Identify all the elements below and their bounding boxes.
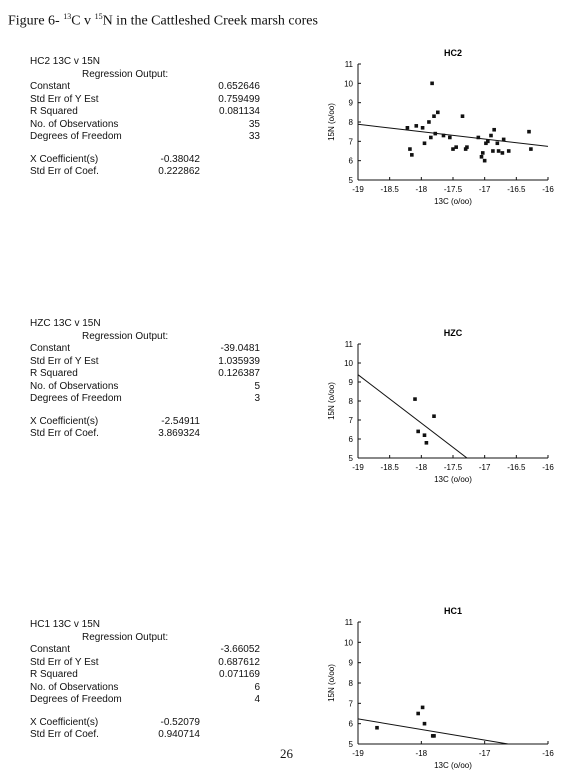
stats-row: [30, 393, 260, 406]
x-axis-label: 13C (o/oo): [434, 761, 472, 770]
x-tick-label: -17: [478, 185, 491, 194]
data-point: [423, 141, 427, 145]
data-point: [432, 114, 436, 118]
stats-value: -2.54911: [161, 415, 200, 427]
x-tick-label: -18.5: [380, 185, 399, 194]
stats-row: [30, 694, 260, 707]
x-tick-label: -18: [415, 749, 428, 758]
scatter-chart-hc2: [318, 40, 568, 220]
data-point: [486, 140, 490, 144]
stats-label: Std Err of Y Est: [30, 656, 99, 668]
chart-title: HC1: [443, 606, 463, 616]
stats-row: [30, 131, 260, 144]
data-point: [410, 153, 414, 157]
data-point: [423, 433, 427, 437]
data-point: [480, 155, 484, 159]
stats-label: X Coefficient(s): [30, 153, 99, 165]
regression-line: [358, 124, 548, 146]
coef-row: [30, 717, 200, 730]
x-tick-label: -18: [415, 185, 428, 194]
stats-value: 0.071169: [219, 669, 260, 680]
figure-title: [8, 12, 318, 30]
stats-value: 0.081134: [219, 106, 260, 117]
stats-label: Std Err of Y Est: [30, 93, 99, 105]
y-tick-label: 5: [348, 454, 353, 463]
data-point: [430, 82, 434, 86]
coef-row: [30, 428, 200, 441]
stats-label: Degrees of Freedom: [30, 393, 122, 404]
y-tick-label: 6: [348, 719, 353, 729]
stats-row: [30, 368, 260, 381]
data-point: [454, 145, 458, 149]
data-point: [451, 147, 455, 151]
stats-row: [30, 343, 260, 356]
data-point: [442, 134, 446, 138]
data-point: [406, 126, 410, 130]
stats-row: [30, 119, 260, 132]
stats-value: -0.38042: [160, 153, 200, 165]
stats-value: -39.0481: [220, 343, 260, 354]
regression-output-hc1: [30, 619, 260, 742]
x-tick-label: -17: [478, 463, 491, 472]
data-point: [497, 149, 501, 153]
stats-label: R Squared: [30, 669, 78, 680]
stats-label: No. of Observations: [30, 380, 119, 392]
stats-value: 0.222862: [158, 166, 200, 177]
stats-row: [30, 356, 260, 369]
y-tick-label: 9: [348, 658, 353, 668]
data-point: [436, 111, 440, 115]
y-tick-label: 8: [348, 118, 353, 127]
stats-label: Constant: [30, 644, 71, 655]
y-tick-label: 5: [348, 740, 353, 749]
data-point: [489, 134, 493, 138]
data-point: [432, 414, 436, 418]
scatter-chart-hc1: [318, 592, 568, 772]
x-tick-label: -19: [352, 749, 364, 758]
y-tick-label: 6: [348, 156, 353, 166]
stats-row: [30, 669, 260, 682]
x-tick-label: -16: [542, 463, 554, 472]
coef-row: [30, 416, 200, 429]
y-tick-label: 8: [348, 397, 353, 406]
y-tick-label: 7: [348, 699, 353, 709]
stats-row: [30, 106, 260, 119]
y-tick-label: 11: [344, 340, 353, 349]
stats-value: 0.126387: [218, 368, 260, 379]
data-point: [433, 132, 437, 136]
regression-output-hc2: [30, 56, 260, 179]
stats-label: R Squared: [30, 106, 78, 117]
stats-label: X Coefficient(s): [30, 415, 99, 427]
data-point: [529, 147, 533, 151]
chart-title: HZC: [443, 328, 463, 338]
scatter-chart-hzc: [318, 322, 568, 494]
data-point: [425, 441, 429, 445]
figure-title-rest: N in the Cattleshed Creek marsh cores: [102, 13, 318, 29]
y-tick-label: 11: [344, 60, 353, 69]
data-point: [413, 397, 417, 401]
x-tick-label: -16: [542, 185, 554, 194]
stats-label: Constant: [30, 343, 71, 354]
data-point: [492, 128, 496, 132]
data-point: [448, 136, 452, 140]
regression-line: [358, 719, 548, 751]
stats-label: R Squared: [30, 368, 78, 379]
stats-row: [30, 381, 260, 394]
data-point: [423, 722, 427, 726]
stats-value: 3.869324: [158, 428, 200, 439]
stats-label: Std Err of Coef.: [30, 428, 99, 439]
stats-label: No. of Observations: [30, 118, 119, 130]
data-point: [414, 124, 418, 128]
data-point: [527, 130, 531, 134]
data-point: [483, 159, 487, 163]
stats-value: -3.66052: [220, 644, 260, 655]
y-axis-label: 15N (o/oo): [327, 382, 336, 420]
x-tick-label: -19: [352, 185, 364, 194]
data-point: [432, 734, 436, 738]
figure-title-prefix: Figure 6-: [8, 13, 64, 29]
stats-value: 0.652646: [218, 81, 260, 92]
data-point: [507, 149, 511, 153]
x-tick-label: -16: [542, 749, 554, 758]
coef-row: [30, 729, 200, 742]
y-axis-label: 15N (o/oo): [327, 664, 336, 702]
x-tick-label: -19: [352, 463, 364, 472]
stats-row: [30, 644, 260, 657]
y-tick-label: 6: [348, 435, 353, 444]
x-axis-label: 13C (o/oo): [434, 475, 472, 484]
x-tick-label: -17: [478, 749, 491, 758]
figure-title-mid: C v: [71, 13, 95, 29]
data-point: [461, 114, 465, 118]
stats-row: [30, 657, 260, 670]
stats-label: Std Err of Y Est: [30, 355, 99, 367]
y-tick-label: 5: [348, 176, 353, 185]
data-point: [491, 149, 495, 153]
stats-value: 0.759499: [218, 93, 260, 105]
y-axis-label: 15N (o/oo): [327, 103, 336, 141]
data-point: [375, 726, 379, 730]
stats-subheading: Regression Output:: [82, 330, 169, 342]
page-number: 26: [280, 746, 293, 761]
data-point: [502, 138, 506, 142]
y-tick-label: 8: [348, 679, 353, 688]
stats-label: Degrees of Freedom: [30, 694, 122, 705]
y-tick-label: 10: [344, 359, 353, 368]
y-tick-label: 10: [344, 79, 353, 89]
stats-label: Std Err of Coef.: [30, 729, 99, 740]
stats-label: Degrees of Freedom: [30, 131, 122, 142]
x-tick-label: -16.5: [507, 463, 526, 472]
stats-label: X Coefficient(s): [30, 716, 99, 728]
data-point: [477, 136, 481, 140]
stats-row: [30, 94, 260, 107]
regression-output-hzc: [30, 318, 260, 441]
data-point: [429, 136, 433, 140]
stats-value: 3: [254, 393, 260, 404]
x-tick-label: -16.5: [507, 185, 526, 194]
stats-value: 35: [248, 118, 260, 130]
chart-title: HC2: [443, 48, 463, 58]
data-point: [421, 126, 425, 130]
stats-value: 0.940714: [158, 729, 200, 740]
x-tick-label: -18: [415, 463, 428, 472]
stats-value: 0.687612: [218, 656, 260, 668]
x-tick-label: -17.5: [443, 185, 463, 194]
data-point: [421, 706, 425, 710]
data-point: [416, 430, 420, 434]
coef-row: [30, 166, 200, 179]
y-tick-label: 7: [348, 137, 353, 147]
y-tick-label: 9: [348, 98, 353, 108]
stats-value: -0.52079: [160, 716, 200, 728]
stats-value: 6: [254, 681, 260, 693]
y-tick-label: 10: [344, 638, 353, 648]
x-tick-label: -17.5: [443, 463, 463, 472]
stats-label: Constant: [30, 81, 71, 92]
stats-heading: HC1 13C v 15N: [30, 619, 101, 630]
y-tick-label: 7: [348, 416, 353, 425]
figure-title-sup-15: 15: [94, 12, 103, 21]
y-tick-label: 9: [348, 378, 353, 387]
stats-subheading: Regression Output:: [82, 68, 169, 80]
data-point: [481, 151, 485, 155]
data-point: [416, 712, 420, 716]
stats-label: No. of Observations: [30, 681, 119, 693]
stats-subheading: Regression Output:: [82, 631, 169, 643]
data-point: [496, 141, 500, 145]
stats-value: 33: [248, 131, 260, 142]
stats-value: 4: [254, 694, 260, 705]
stats-value: 1.035939: [218, 355, 260, 367]
y-tick-label: 11: [344, 618, 353, 627]
x-tick-label: -18.5: [380, 463, 399, 472]
figure-title-sup-13: 13: [63, 12, 72, 21]
x-axis-label: 13C (o/oo): [434, 197, 472, 206]
stats-heading: HZC 13C v 15N: [30, 318, 101, 329]
stats-label: Std Err of Coef.: [30, 166, 99, 177]
stats-row: [30, 682, 260, 695]
stats-value: 5: [254, 380, 260, 392]
data-point: [501, 151, 505, 155]
stats-row: [30, 81, 260, 94]
stats-heading: HC2 13C v 15N: [30, 56, 101, 67]
coef-row: [30, 154, 200, 167]
data-point: [427, 120, 431, 124]
data-point: [408, 147, 412, 151]
data-point: [465, 145, 469, 149]
